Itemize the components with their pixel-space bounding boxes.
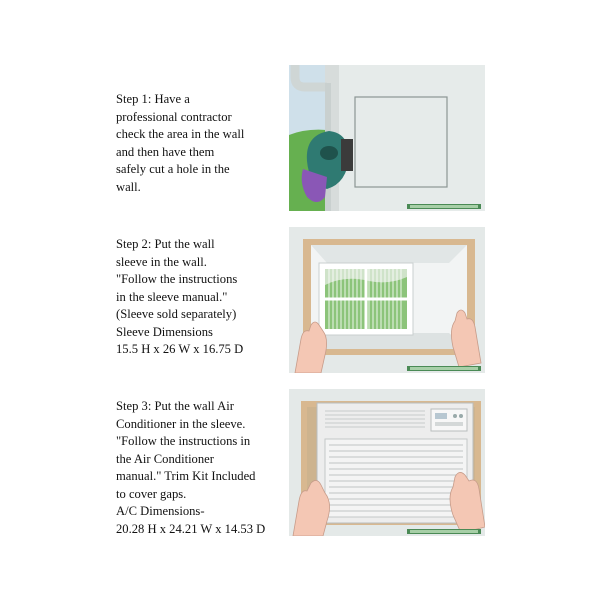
- step-2-line: Sleeve Dimensions: [116, 324, 213, 339]
- ac-unit-installation-illustration: [289, 389, 485, 536]
- step-1-line: wall.: [116, 179, 141, 194]
- step-1-text: [116, 91, 286, 196]
- step-2-text: [116, 236, 286, 359]
- step-3-line: Step 3: Put the wall Air: [116, 399, 234, 413]
- step-2-line: Step 2: Put the wall: [116, 237, 215, 251]
- step-2-line: "Follow the instructions: [116, 272, 238, 286]
- step-3-line: the Air Conditioner: [116, 451, 214, 466]
- step-1-line: safely cut a hole in the: [116, 162, 230, 176]
- step-1-line: check the area in the wall: [116, 127, 245, 141]
- step-3-line: manual." Trim Kit Included: [116, 469, 256, 483]
- step-3-line: "Follow the instructions in: [116, 434, 251, 448]
- step-2-line: (Sleeve sold separately): [116, 307, 237, 321]
- contractor-cutting-wall-illustration: [289, 65, 485, 211]
- step-3-line: 20.28 H x 24.21 W x 14.53 D: [116, 521, 266, 536]
- step-2-line: 15.5 H x 26 W x 16.75 D: [116, 342, 244, 356]
- step-1-line: and then have them: [116, 144, 215, 159]
- step-1-line: professional contractor: [116, 109, 232, 124]
- step-3-illustration: [289, 389, 485, 536]
- step-2-line: in the sleeve manual.": [116, 289, 228, 304]
- step-3-text: [116, 398, 286, 538]
- step-3-line: A/C Dimensions-: [116, 504, 205, 518]
- step-1-illustration: [289, 65, 485, 211]
- step-1-line: Step 1: Have a: [116, 92, 190, 106]
- step-2-line: sleeve in the wall.: [116, 254, 207, 269]
- wall-sleeve-installation-illustration: [289, 227, 485, 373]
- step-3-line: Conditioner in the sleeve.: [116, 416, 246, 431]
- step-2-illustration: [289, 227, 485, 373]
- step-3-line: to cover gaps.: [116, 486, 187, 501]
